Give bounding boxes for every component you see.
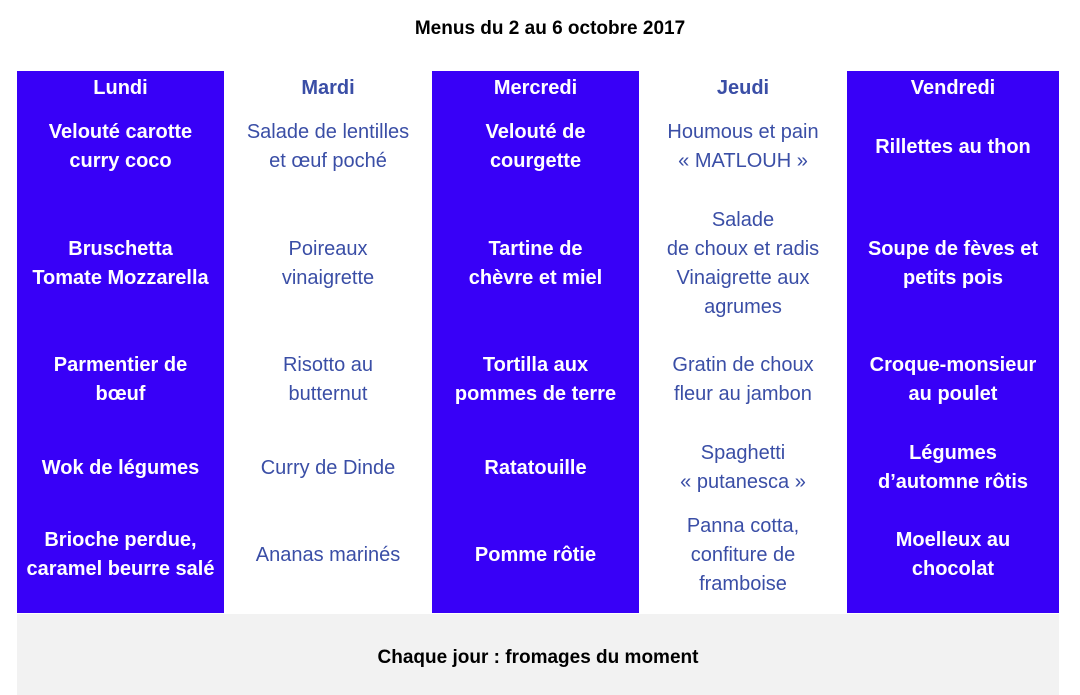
dish-main: Parmentier de bœuf (53, 354, 188, 405)
dish-entree: Velouté carotte curry coco (48, 121, 193, 172)
dish-main: Tortilla aux pommes de terre (454, 354, 617, 405)
footer-text: Chaque jour : fromages du moment (377, 647, 699, 668)
dish-dessert: Brioche perdue, caramel beurre salé (26, 529, 215, 580)
column-mardi (224, 71, 432, 613)
dish-starter: Salade de choux et radis Vinaigrette aux agrumes (666, 209, 820, 318)
column-mercredi (432, 71, 639, 613)
dish-main: Croque-monsieur au poulet (869, 354, 1037, 405)
day-header: Mardi (301, 77, 355, 99)
dish-main-text: Risotto au butternut (282, 354, 374, 405)
dish-starter: Bruschetta Tomate Mozzarella (32, 238, 209, 289)
day-header: Mercredi (493, 77, 578, 99)
page-title: Menus du 2 au 6 octobre 2017 (414, 18, 686, 39)
dish-entree: Houmous et pain « MATLOUH » (667, 121, 819, 172)
footer-band (17, 614, 1059, 695)
dish-entree: Velouté de courgette (485, 121, 586, 172)
column-lundi (17, 71, 224, 613)
dish-main: Gratin de choux fleur au jambon (672, 354, 814, 405)
menu-table (17, 71, 1059, 613)
dish-dessert: Panna cotta, confiture de framboise (686, 514, 800, 595)
day-header: Vendredi (910, 77, 996, 99)
dish-dessert: Ananas marinés (255, 543, 401, 566)
dish-starter: Soupe de fèves et petits pois (867, 238, 1039, 289)
dish-side: Curry de Dinde (260, 456, 396, 479)
dish-starter: Poireaux vinaigrette (281, 238, 375, 289)
dish-dessert: Moelleux au chocolat (895, 529, 1011, 580)
dish-side: Ratatouille (484, 456, 587, 479)
dish-side: Légumes d’automne rôtis (877, 442, 1028, 493)
dish-starter: Tartine de chèvre et miel (468, 238, 603, 289)
dish-entree: Salade de lentilles et œuf poché (246, 121, 410, 172)
dish-entree: Rillettes au thon (875, 135, 1031, 158)
day-header: Jeudi (716, 77, 770, 99)
day-header: Lundi (93, 77, 148, 99)
dish-dessert: Pomme rôtie (474, 543, 597, 566)
dish-side: Spaghetti « putanesca » (680, 442, 806, 493)
column-jeudi (639, 71, 847, 613)
column-vendredi (847, 71, 1059, 613)
dish-side: Wok de légumes (41, 456, 200, 479)
